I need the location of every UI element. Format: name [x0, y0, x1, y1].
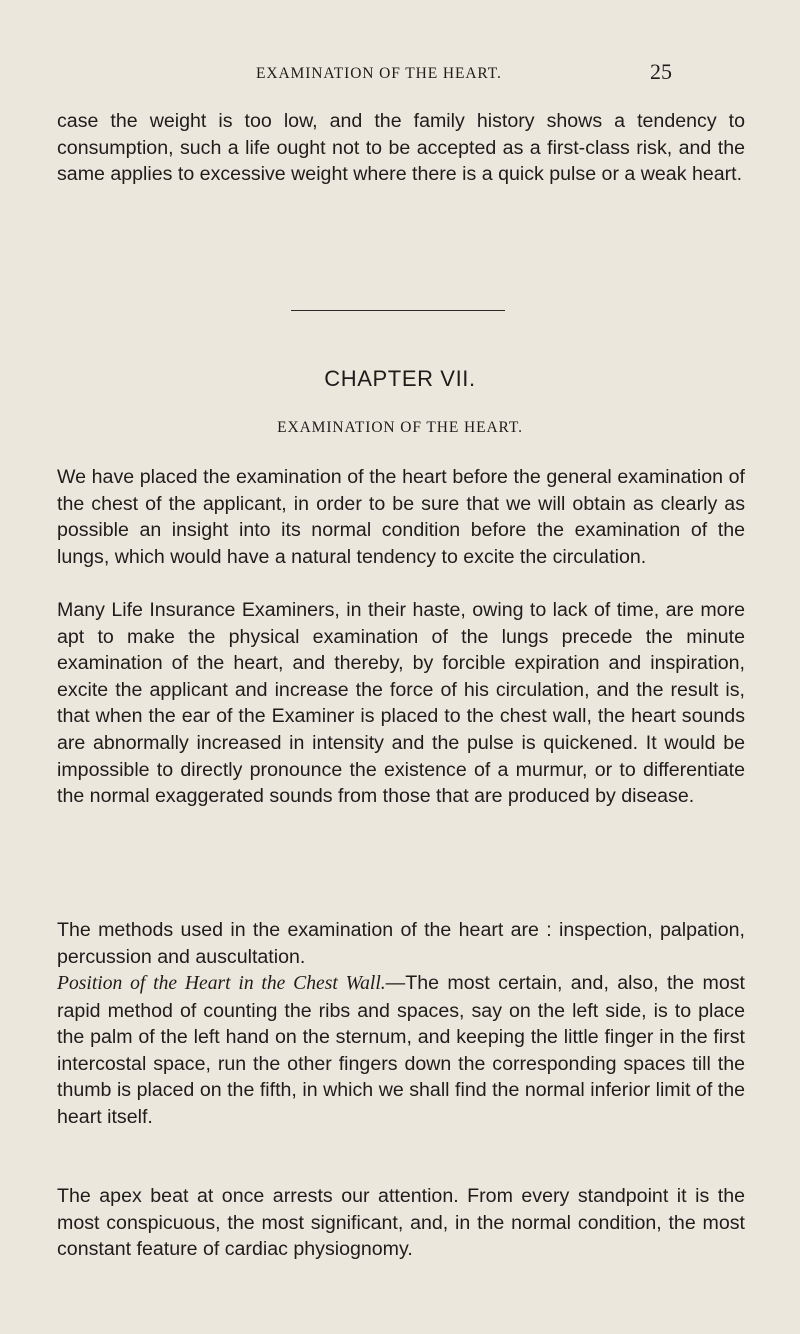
- paragraph-5: The apex beat at once arrests our attention. From every standpoint it is the most conspicuous, the most significant, and, in the normal condition, the most constant feature of cardiac physiognomy.: [57, 1185, 745, 1261]
- running-title: EXAMINATION OF THE HEART.: [256, 65, 502, 82]
- page-number: 25: [650, 59, 672, 84]
- paragraph-4: [57, 970, 745, 1131]
- paragraph-3: The methods used in the examination of the heart are : inspection, palpation, percussion and auscultation.: [57, 919, 745, 968]
- chapter-subtitle: EXAMINATION OF THE HEART.: [277, 419, 523, 436]
- paragraph-1: We have placed the examination of the heart before the general examination of the chest of the applicant, in order to be sure that we will obtain as clearly as possible an insight into its normal condition before the examination of the lungs, which would have a natural tendency to excite the circulation.: [57, 466, 745, 568]
- paragraph-2: Many Life Insurance Examiners, in their haste, owing to lack of time, are more apt to make the physical examination of the lungs precede the minute examination of the heart, and thereby, by forcible expiration and inspiration, excite the applicant and increase the force of his circulation, and the result is, that when the ear of the Examiner is placed to the chest wall, the heart sounds are abnormally increased in intensity and the pulse is quickened. It would be impossible to directly pronounce the existence of a murmur, or to differentiate the normal exaggerated sounds from those that are produced by disease.: [57, 599, 745, 808]
- chapter-heading: CHAPTER VII.: [324, 366, 476, 391]
- paragraph-4-body: —The most certain, and, also, the most rapid method of counting the ribs and spaces, say on the left side, is to place the palm of the left hand on the sternum, and keeping the little finger in the first intercostal space, run the other fingers down the corresponding spaces till the thumb is placed on the fifth, in which we shall find the normal inferior limit of the heart itself.: [57, 972, 745, 1128]
- paragraph-4-lead: Position of the Heart in the Chest Wall.: [57, 973, 386, 994]
- opening-paragraph: case the weight is too low, and the family history shows a tendency to consumption, such a life ought not to be accepted as a first-class risk, and the same applies to excessive weight where there is a quick pulse or a weak heart.: [57, 110, 745, 186]
- section-divider: [291, 310, 505, 311]
- running-head: [0, 59, 800, 88]
